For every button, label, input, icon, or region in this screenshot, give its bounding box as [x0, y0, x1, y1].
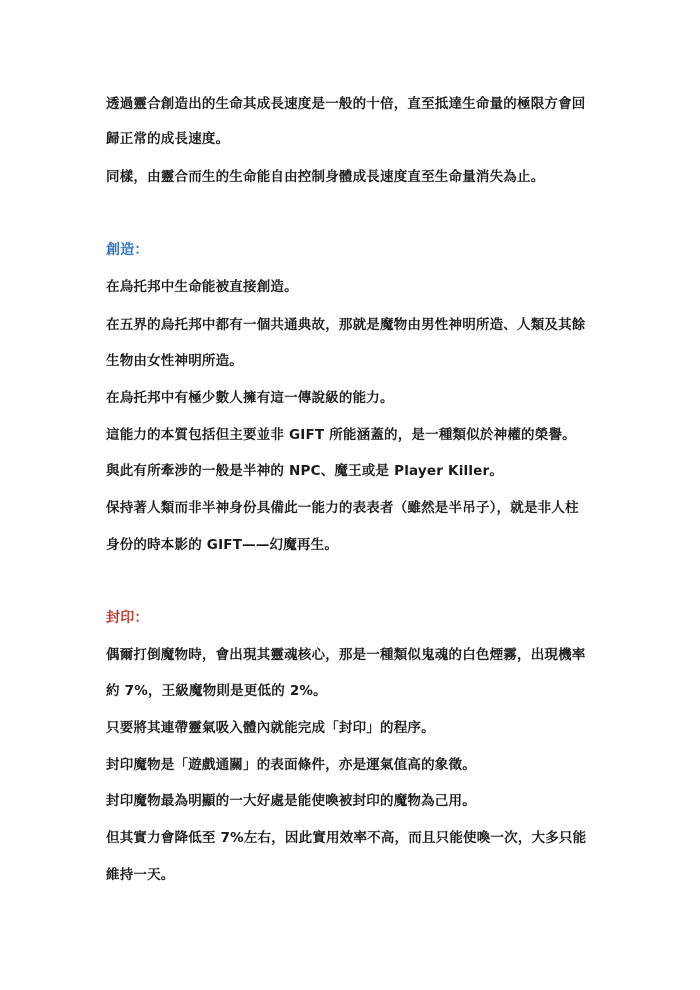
seal-line-1: 偶爾打倒魔物時，會出現其靈魂核心，那是一種類似鬼魂的白色煙霧，出現機率: [106, 647, 586, 663]
seal-heading: 封印：: [106, 610, 149, 626]
create-line-4: 在烏托邦中有極少數人擁有這一傳說級的能力。: [106, 390, 394, 406]
create-line-7: 保持著人類而非半神身份具備此一能力的表表者（雖然是半吊子），就是非人柱: [106, 500, 579, 516]
intro-line-1: 透過靈合創造出的生命其成長速度是一般的十倍，直至抵達生命量的極限方會回: [106, 96, 586, 112]
create-line-5: 這能力的本質包括但主要並非 GIFT 所能涵蓋的，是一種類似於神權的榮譽。: [106, 427, 576, 443]
seal-line-6: 但其實力會降低至 7%左右，因此實用效率不高，而且只能使喚一次，大多只能: [106, 830, 587, 846]
seal-line-3: 只要將其連帶靈氣吸入體內就能完成「封印」的程序。: [106, 720, 435, 736]
seal-line-4: 封印魔物是「遊戲通關」的表面條件，亦是運氣值高的象徵。: [106, 757, 476, 773]
create-line-6: 與此有所牽涉的一般是半神的 NPC、魔王或是 Player Killer。: [106, 463, 504, 479]
intro-line-3: 同樣，由靈合而生的生命能自由控制身體成長速度直至生命量消失為止。: [106, 169, 545, 185]
create-heading: 創造：: [106, 242, 149, 258]
seal-line-5: 封印魔物最為明顯的一大好處是能使喚被封印的魔物為己用。: [106, 793, 476, 809]
intro-line-2: 歸正常的成長速度。: [106, 131, 230, 147]
create-line-2: 在五界的烏托邦中都有一個共通典故，那就是魔物由男性神明所造、人類及其餘: [106, 317, 586, 333]
create-line-1: 在烏托邦中生命能被直接創造。: [106, 279, 298, 295]
seal-line-2: 約 7%，王級魔物則是更低的 2%。: [106, 683, 327, 699]
create-line-8: 身份的時本影的 GIFT——幻魔再生。: [106, 537, 339, 553]
seal-line-7: 維持一天。: [106, 867, 175, 883]
create-line-3: 生物由女性神明所造。: [106, 353, 243, 369]
